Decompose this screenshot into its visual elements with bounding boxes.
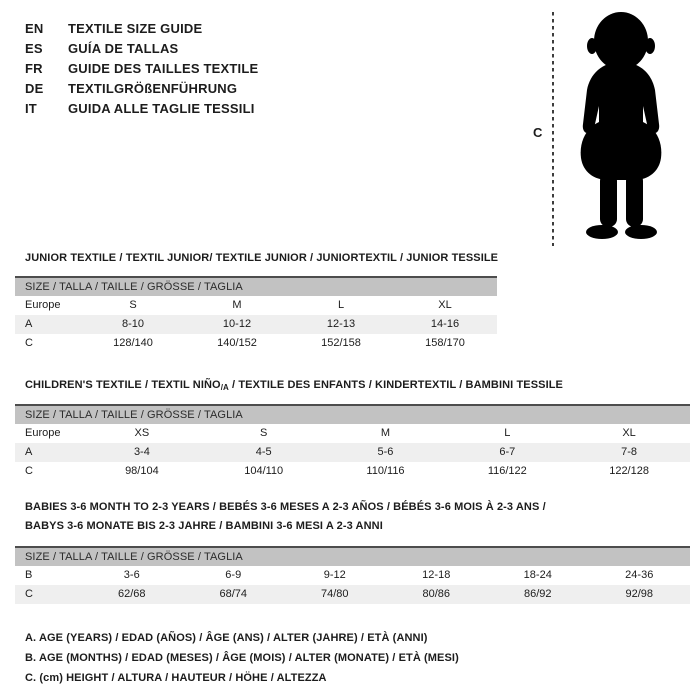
table-cell: 158/170 (425, 337, 465, 349)
language-code: EN (25, 20, 44, 36)
language-title: TEXTILE SIZE GUIDE (68, 20, 203, 36)
babies-title-line2: BABYS 3-6 MONATE BIS 2-3 JAHRE / BAMBINI 3-6 MESI A 2-3 ANNI (25, 520, 383, 532)
table-cell: 12-13 (326, 318, 356, 330)
language-code: IT (25, 100, 37, 116)
language-code: FR (25, 60, 43, 76)
table-cell: 24-36 (625, 569, 654, 581)
row-label: C (25, 588, 33, 600)
table-cell: 92/98 (625, 588, 654, 600)
legend-line-b: B. AGE (MONTHS) / EDAD (MESES) / ÂGE (MOIS) / ALTER (MONATE) / ETÀ (MESI) (25, 652, 459, 664)
table-cell: 8-10 (121, 318, 145, 330)
height-measure-line (550, 12, 556, 246)
row-label: Europe (25, 427, 61, 439)
table-cell: M (380, 427, 391, 439)
table-cell: 7-8 (621, 446, 638, 458)
row-label: B (25, 569, 33, 581)
size-table-header: SIZE / TALLA / TAILLE / GRÖSSE / TAGLIA (15, 404, 690, 424)
language-title-list (25, 18, 258, 118)
language-title: GUIDE DES TAILLES TEXTILE (68, 60, 259, 76)
table-cell: 128/140 (113, 337, 153, 349)
row-label: C (25, 465, 33, 477)
table-cell: 110/116 (366, 465, 405, 477)
table-cell: 80/86 (422, 588, 451, 600)
language-row-it (25, 98, 258, 118)
size-table-header: SIZE / TALLA / TAILLE / GRÖSSE / TAGLIA (15, 276, 497, 296)
babies-table-title (25, 498, 546, 536)
table-cell: 98/104 (125, 465, 159, 477)
row-label: Europe (25, 299, 61, 311)
table-cell: L (337, 299, 345, 311)
table-cell: 62/68 (117, 588, 146, 600)
language-row-en (25, 18, 258, 38)
table-cell: M (232, 299, 242, 311)
table-cell: 86/92 (523, 588, 552, 600)
language-title: GUÍA DE TALLAS (68, 40, 179, 56)
children-title-part: / TEXTILE DES ENFANTS / KINDERTEXTIL / BAMBINI TESSILE (228, 379, 563, 391)
table-cell: 152/158 (321, 337, 361, 349)
language-code: DE (25, 80, 44, 96)
table-cell: 68/74 (219, 588, 248, 600)
table-cell: 3-6 (123, 569, 140, 581)
children-table-title (25, 378, 563, 395)
table-cell: 6-9 (225, 569, 242, 581)
babies-size-table (15, 546, 690, 604)
measurement-legend (25, 628, 459, 688)
table-row (15, 424, 690, 443)
height-measure-label: C (533, 125, 543, 140)
table-cell: S (260, 427, 268, 439)
legend-line-c: C. (cm) HEIGHT / ALTURA / HAUTEUR / HÖHE / ALTEZZA (25, 672, 327, 684)
language-code: ES (25, 40, 43, 56)
table-row (15, 315, 497, 334)
table-cell: 122/128 (609, 465, 649, 477)
table-row (15, 443, 690, 462)
table-cell: 6-7 (499, 446, 516, 458)
table-cell: 5-6 (377, 446, 394, 458)
babies-title-line1: BABIES 3-6 MONTH TO 2-3 YEARS / BEBÉS 3-6 MESES A 2-3 AÑOS / BÉBÉS 3-6 MOIS À 2-3 ANS / (25, 501, 546, 513)
language-row-es (25, 38, 258, 58)
size-table-header: SIZE / TALLA / TAILLE / GRÖSSE / TAGLIA (15, 546, 690, 566)
language-title: TEXTILGRÖßENFÜHRUNG (68, 80, 238, 96)
language-row-de (25, 78, 258, 98)
table-row (15, 334, 497, 353)
table-cell: XL (622, 427, 636, 439)
table-row (15, 296, 497, 315)
legend-line-a: A. AGE (YEARS) / EDAD (AÑOS) / ÂGE (ANS) / ALTER (JAHRE) / ETÀ (ANNI) (25, 632, 428, 644)
children-title-part: CHILDREN'S TEXTILE / TEXTIL NIÑO (25, 379, 221, 391)
table-cell: S (129, 299, 137, 311)
table-row (15, 462, 690, 481)
toddler-silhouette-icon (562, 10, 680, 246)
table-cell: 3-4 (133, 446, 150, 458)
language-row-fr (25, 58, 258, 78)
table-cell: 14-16 (430, 318, 460, 330)
table-cell: L (504, 427, 511, 439)
table-row (15, 566, 690, 585)
table-cell: 12-18 (422, 569, 451, 581)
table-cell: 10-12 (222, 318, 252, 330)
table-cell: XL (438, 299, 452, 311)
table-cell: 116/122 (487, 465, 527, 477)
table-cell: 4-5 (255, 446, 272, 458)
table-cell: XS (134, 427, 150, 439)
children-size-table (15, 404, 690, 481)
table-row (15, 585, 690, 604)
table-cell: 18-24 (523, 569, 552, 581)
junior-size-table (15, 276, 497, 353)
language-title: GUIDA ALLE TAGLIE TESSILI (68, 100, 255, 116)
row-label: A (25, 446, 33, 458)
table-cell: 104/110 (244, 465, 284, 477)
junior-table-title: JUNIOR TEXTILE / TEXTIL JUNIOR/ TEXTILE JUNIOR / JUNIORTEXTIL / JUNIOR TESSILE (25, 252, 499, 264)
children-title-subscript: /A (220, 383, 229, 392)
table-cell: 140/152 (217, 337, 257, 349)
row-label: A (25, 318, 33, 330)
row-label: C (25, 337, 33, 349)
table-cell: 74/80 (320, 588, 349, 600)
table-cell: 9-12 (323, 569, 346, 581)
